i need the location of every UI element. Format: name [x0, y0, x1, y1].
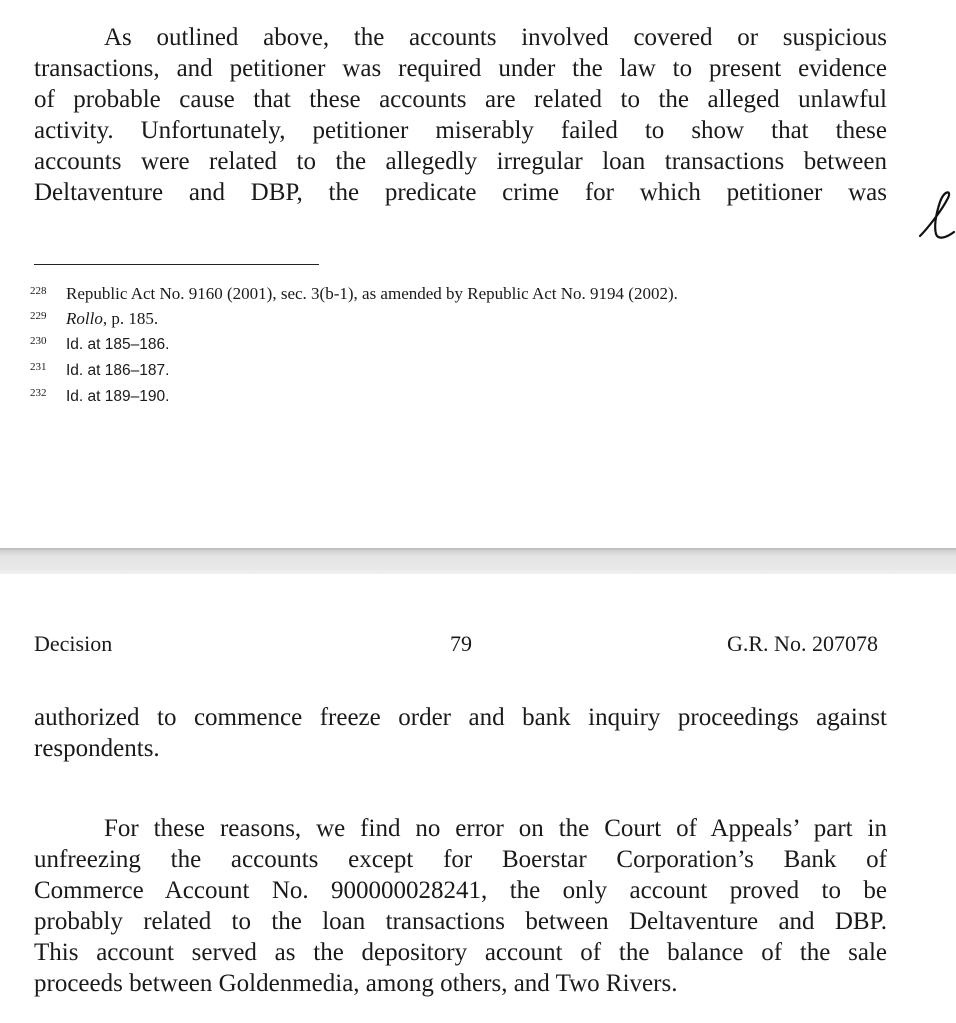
- footnote-italic-citation: Rollo: [66, 309, 103, 328]
- footnote-number: 230: [30, 335, 47, 347]
- paragraph-line: probably related to the loan transactions between Deltaventure and DBP.: [34, 908, 887, 935]
- paragraph-line: activity. Unfortunately, petitioner miserably failed to show that these: [34, 117, 887, 144]
- footnote: [30, 356, 678, 382]
- paragraph-line: accounts were related to the allegedly irregular loan transactions between: [34, 148, 887, 175]
- footnotes: [30, 280, 678, 408]
- paragraph-line: For these reasons, we find no error on the Court of Appeals’ part in: [104, 815, 887, 842]
- footnote-number: 231: [30, 361, 47, 373]
- footnote-text: Id. at 189–190.: [66, 388, 170, 405]
- paragraph-line: respondents.: [34, 735, 160, 762]
- footnote: [30, 382, 678, 408]
- paragraph-line: transactions, and petitioner was required under the law to present evidence: [34, 55, 887, 82]
- continuation-paragraph: [34, 702, 887, 764]
- paragraph-line: of probable cause that these accounts are related to the alleged unlawful: [34, 86, 887, 113]
- paragraph-line: This account served as the depository account of the balance of the sale: [34, 939, 887, 966]
- footnote-text: Republic Act No. 9160 (2001), sec. 3(b-1), as amended by Republic Act No. 9194 (2002).: [66, 284, 678, 303]
- footnote: [30, 305, 678, 330]
- footnote: [30, 280, 678, 305]
- paragraph-line: Deltaventure and DBP, the predicate crime for which petitioner was: [34, 179, 887, 206]
- paragraph-line: Commerce Account No. 900000028241, the only account proved to be: [34, 877, 887, 904]
- paragraph-line: authorized to commence freeze order and bank inquiry proceedings against: [34, 704, 887, 731]
- header-page-number: 79: [450, 631, 472, 656]
- paragraph-line: unfreezing the accounts except for Boerstar Corporation’s Bank of: [34, 846, 887, 873]
- footnote-number: 229: [30, 310, 47, 322]
- footnote-text: Id. at 186–187.: [66, 362, 170, 379]
- footnote: [30, 330, 678, 356]
- handwritten-initial-mark: [918, 188, 956, 244]
- footnote-text: Id. at 185–186.: [66, 336, 170, 353]
- footnote-number: 228: [30, 285, 47, 297]
- footnote-text: , p. 185.: [102, 309, 159, 328]
- header-document-type: Decision: [34, 631, 113, 656]
- paragraph-line: proceeds between Goldenmedia, among others, and Two Rivers.: [34, 970, 678, 997]
- body-paragraph-probable-cause: [34, 22, 887, 208]
- page-break-divider: [0, 548, 956, 574]
- paragraph-line: As outlined above, the accounts involved covered or suspicious: [104, 24, 887, 51]
- footnote-separator: [34, 264, 319, 265]
- header-case-number: G.R. No. 207078: [727, 631, 878, 656]
- footnote-number: 232: [30, 387, 47, 399]
- body-paragraph-conclusion: [34, 813, 887, 999]
